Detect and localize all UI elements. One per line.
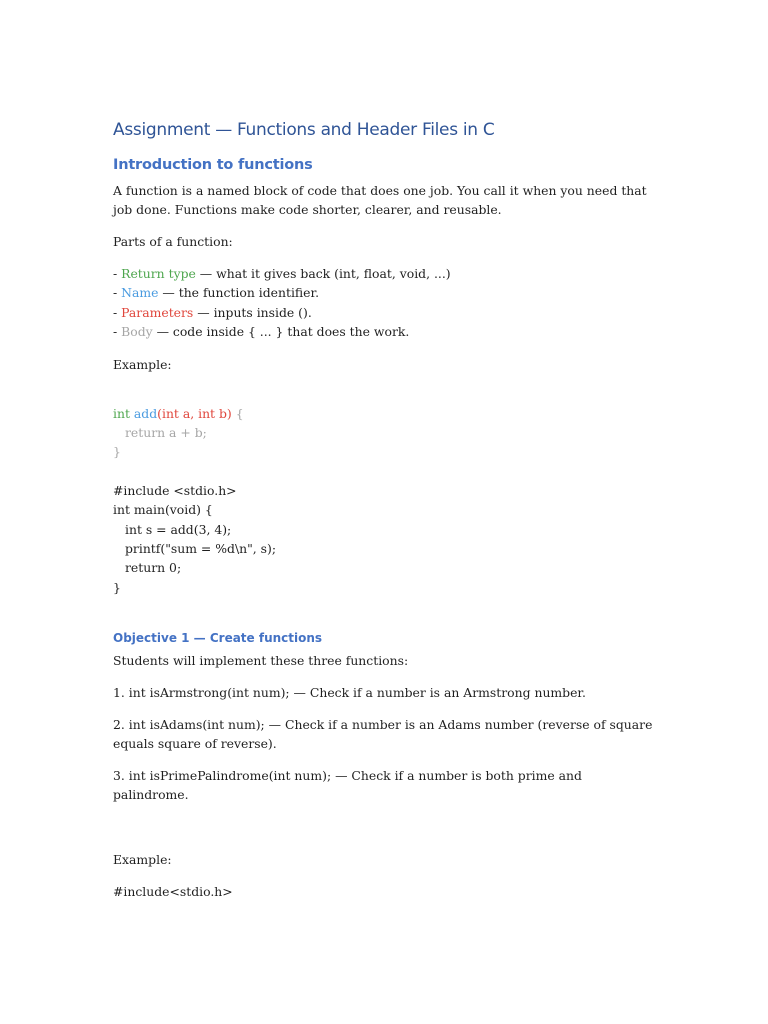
term-desc: — inputs inside (). — [193, 304, 312, 320]
objective-lead: Students will implement these three functions: — [113, 653, 409, 669]
include-line: #include<stdio.h> — [113, 884, 233, 900]
code-line: } — [113, 579, 121, 595]
parts-label: Parts of a function: — [113, 234, 233, 249]
list-dash: - — [113, 285, 122, 301]
list-item — [113, 303, 655, 322]
list-dash: - — [113, 324, 122, 340]
list-dash: - — [113, 304, 122, 320]
code-close-brace: } — [113, 444, 121, 460]
term-return-type: Return type — [121, 266, 196, 281]
section-heading-objective1: Objective 1 — Create functions — [113, 631, 323, 646]
term-name: Name — [121, 285, 159, 301]
term-parameters: Parameters — [121, 304, 194, 320]
code-block-add — [113, 404, 655, 462]
term-body: Body — [121, 324, 153, 340]
code-open-brace: { — [231, 405, 244, 421]
intro-paragraph: A function is a named block of code that does one job. You call it when you need that job done. Functions make code shorter, clearer, and reusable. — [113, 183, 647, 217]
list-item — [113, 322, 655, 341]
term-desc: — the function identifier. — [158, 285, 320, 301]
term-desc: — code inside { ... } that does the work. — [152, 324, 410, 340]
code-return-type: int — [113, 405, 130, 421]
list-item — [113, 283, 655, 302]
code-line: int main(void) { — [113, 502, 213, 518]
list-dash: - — [113, 266, 122, 281]
code-params: (int a, int b) — [157, 405, 232, 421]
code-body-line: return a + b; — [125, 425, 207, 441]
code-line: return 0; — [125, 560, 182, 576]
code-line — [113, 404, 655, 423]
example-label-2: Example: — [113, 852, 172, 868]
parts-list — [113, 264, 655, 342]
document-title: Assignment — Functions and Header Files in C — [113, 120, 495, 140]
code-line: printf("sum = %d\n", s); — [125, 541, 277, 557]
list-item: 1. int isArmstrong(int num); — Check if a number is an Armstrong number. — [113, 685, 586, 701]
list-item: 2. int isAdams(int num); — Check if a number is an Adams number (reverse of square equals square of reverse). — [113, 717, 653, 752]
code-block-main — [113, 481, 655, 597]
code-line: #include <stdio.h> — [113, 482, 237, 498]
list-item: 3. int isPrimePalindrome(int num); — Check if a number is both prime and palindrome. — [113, 768, 582, 803]
code-line: int s = add(3, 4); — [125, 521, 232, 537]
term-desc: — what it gives back (int, float, void, ...) — [195, 266, 451, 281]
code-func-name: add — [133, 405, 158, 421]
list-item — [113, 264, 655, 283]
section-heading-intro: Introduction to functions — [113, 157, 313, 173]
example-label: Example: — [113, 356, 172, 372]
